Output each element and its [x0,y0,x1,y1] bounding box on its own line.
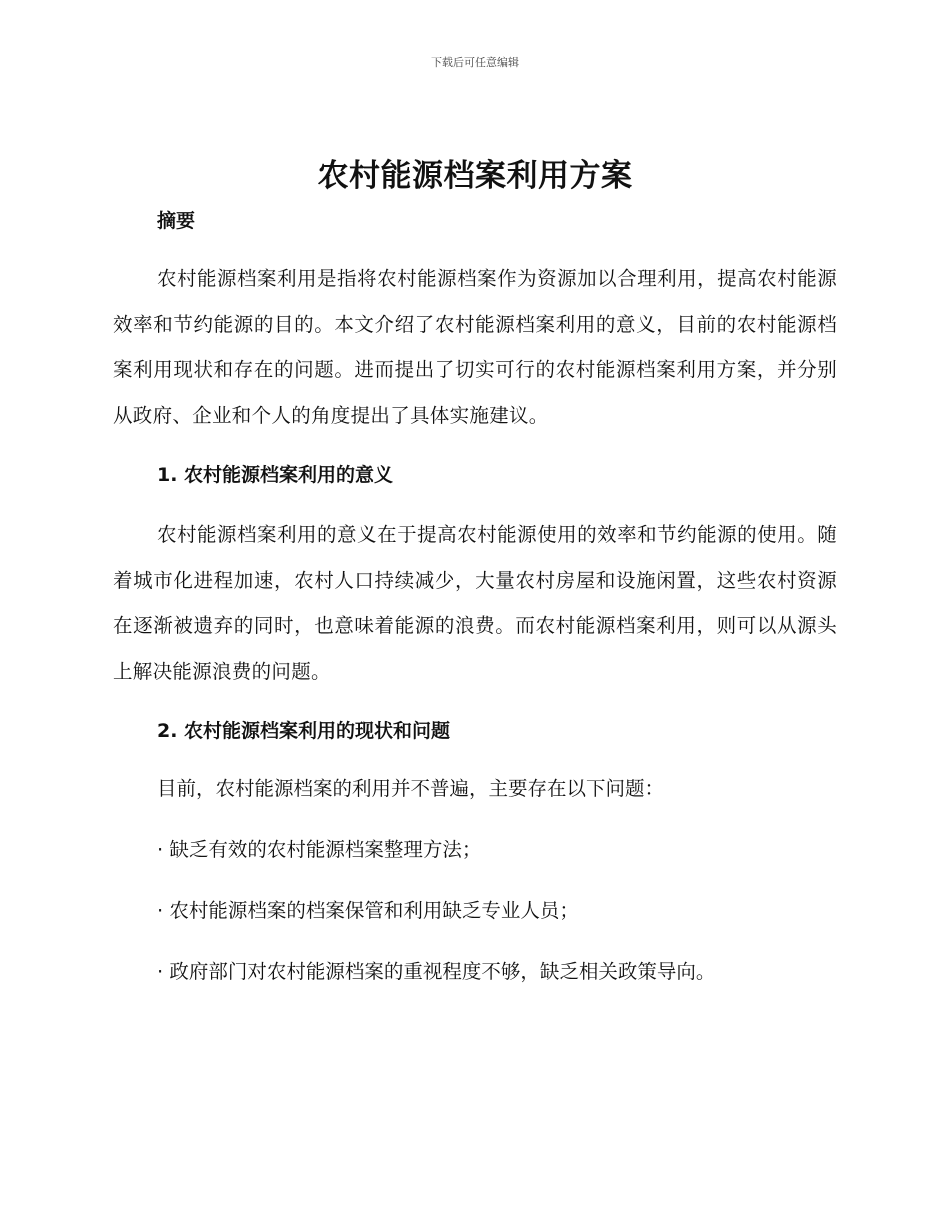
section-2-intro: 目前，农村能源档案的利用并不普遍，主要存在以下问题： [157,777,665,800]
section-1-paragraph: 农村能源档案利用的意义在于提高农村能源使用的效率和节约能源的使用。随着城市化进程加速，农村人口持续减少，大量农村房屋和设施闲置，这些农村资源在逐渐被遗弃的同时，也意味着能源的浪费。而农村能源档案利用，则可以从源头上解决能源浪费的问题。 [113,523,837,683]
problem-item-2: · 农村能源档案的档案保管和利用缺乏专业人员； [157,899,579,922]
document-title: 农村能源档案利用方案 [317,158,633,194]
abstract-heading: 摘要 [157,210,196,232]
problem-item-3: · 政府部门对农村能源档案的重视程度不够，缺乏相关政策导向。 [157,960,716,983]
abstract-paragraph: 农村能源档案利用是指将农村能源档案作为资源加以合理利用，提高农村能源效率和节约能源的目的。本文介绍了农村能源档案利用的意义，目前的农村能源档案利用现状和存在的问题。进而提出了切实可行的农村能源档案利用方案，并分别从政府、企业和个人的角度提出了具体实施建议。 [113,267,837,427]
document-body [113,206,837,987]
section-2-heading: 2. 农村能源档案利用的现状和问题 [157,720,451,742]
section-1-heading: 1. 农村能源档案利用的意义 [157,464,394,486]
problem-item-1: · 缺乏有效的农村能源档案整理方法； [157,838,482,861]
page-header-note: 下载后可任意编辑 [431,56,519,69]
